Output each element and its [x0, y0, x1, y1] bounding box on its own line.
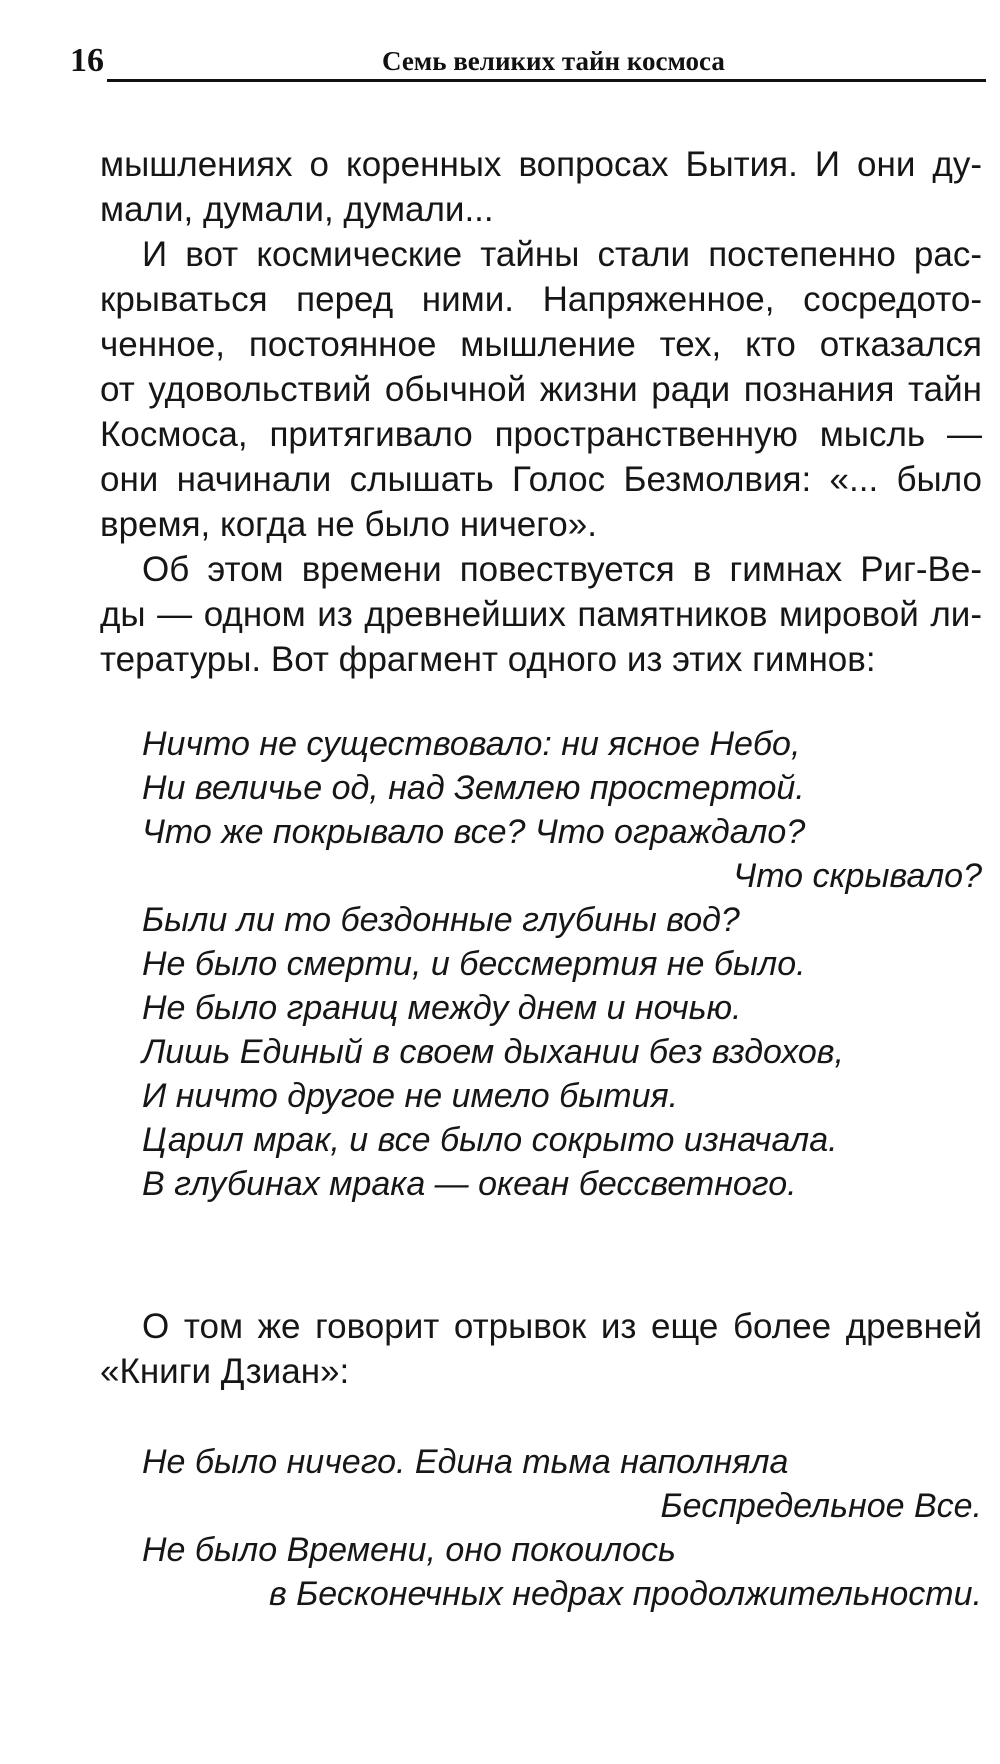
body-line: ды — одном из древнейших памятников мировой ли-: [100, 595, 982, 634]
body-line: они начинали слышать Голос Безмолвия: «... было: [100, 460, 982, 499]
body-line: крываться перед ними. Напряженное, сосредото-: [100, 280, 982, 319]
verse-line: Были ли то бездонные глубины вод?: [142, 901, 740, 939]
verse-line: Что скрывало?: [733, 857, 982, 895]
verse-line: И ничто другое не имело бытия.: [142, 1077, 679, 1115]
body-line: мали, думали, думали...: [100, 190, 494, 229]
body-line: О том же говорит отрывок из еще более древней: [142, 1307, 982, 1346]
verse-line: в Бесконечных недрах продолжительности.: [268, 1575, 982, 1613]
verse-line: Ни величье од, над Землею простертой.: [142, 769, 805, 807]
page-header: [62, 36, 986, 86]
body-line: Космоса, притягивало пространственную мысль —: [100, 415, 982, 454]
verse-line: Не было ничего. Едина тьма наполняла: [142, 1443, 789, 1481]
page-number: 16: [70, 42, 104, 79]
body-line: время, когда не было ничего».: [100, 505, 597, 544]
body-line: «Книги Дзиан»:: [100, 1352, 350, 1391]
verse-line: Ничто не существовало: ни ясное Небо,: [142, 725, 801, 763]
running-title: Семь великих тайн космоса: [382, 46, 725, 76]
body-line: от удовольствий обычной жизни ради познания тайн: [100, 370, 982, 409]
verse-line: Не было границ между днем и ночью.: [142, 989, 742, 1027]
body-line: И вот космические тайны стали постепенно рас-: [142, 235, 982, 274]
verse-line: Царил мрак, и все было сокрыто изначала.: [142, 1121, 838, 1159]
verse-line: Не было смерти, и бессмертия не было.: [142, 945, 806, 983]
body-line: Об этом времени повествуется в гимнах Риг-Ве-: [142, 550, 982, 589]
body-line: ченное, постоянное мышление тех, кто отказался: [100, 325, 982, 364]
verse-line: Лишь Единый в своем дыхании без вздохов,: [142, 1033, 844, 1071]
verse-line: В глубинах мрака — океан бессветного.: [142, 1165, 797, 1203]
body-line: мышлениях о коренных вопросах Бытия. И они ду-: [100, 145, 982, 184]
verse-line: Что же покрывало все? Что ограждало?: [142, 813, 806, 851]
verse-line: Беспредельное Все.: [660, 1487, 982, 1525]
header-rule: [107, 79, 986, 82]
verse-line: Не было Времени, оно покоилось: [142, 1531, 676, 1569]
body-line: тературы. Вот фрагмент одного из этих гимнов:: [100, 640, 876, 679]
